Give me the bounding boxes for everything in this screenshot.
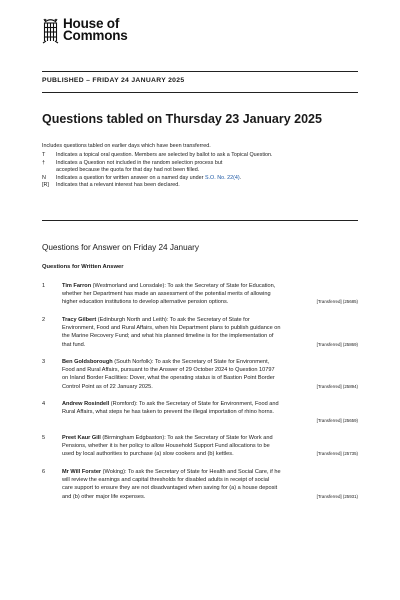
question-reference: [Transferred] (25931) bbox=[316, 493, 358, 499]
question-reference: [Transferred] (25894) bbox=[316, 383, 358, 389]
logo-line-1: House of bbox=[63, 16, 120, 31]
question-number: 2 bbox=[42, 316, 46, 323]
key-description-line: accepted because the quota for that day had not been filled. bbox=[56, 167, 200, 174]
key-description: Indicates that a relevant interest has been declared. bbox=[56, 182, 180, 189]
header-top-rule bbox=[42, 71, 358, 72]
question-line bbox=[62, 434, 358, 442]
question-member: Ben Goldsborough bbox=[62, 359, 113, 366]
question-line: care support to ensure they are not disadvantaged when saving for (a) a house deposit bbox=[62, 485, 278, 492]
question-line: Food and Rural Affairs, pursuant to the Answer of 29 October 2024 to Question 10797 bbox=[62, 367, 275, 374]
question-list bbox=[42, 282, 358, 510]
question-last-line bbox=[62, 493, 358, 501]
key-description bbox=[56, 160, 358, 175]
portcullis-icon bbox=[42, 18, 59, 44]
symbol-key bbox=[42, 152, 358, 190]
question-text: (South Norfolk): To ask the Secretary of State for Environment, bbox=[112, 359, 270, 366]
published-date: PUBLISHED – FRIDAY 24 JANUARY 2025 bbox=[42, 77, 185, 84]
question-number: 5 bbox=[42, 435, 46, 442]
question-number: 1 bbox=[42, 283, 46, 289]
question-item bbox=[42, 434, 358, 459]
question-line: that fund. bbox=[62, 341, 86, 348]
question-member: Tim Farron bbox=[62, 283, 92, 289]
question-item bbox=[42, 316, 358, 349]
question-line bbox=[62, 316, 358, 324]
question-line: the Marine Recovery Fund; and what his planned timeline is for the implementation of bbox=[62, 333, 274, 340]
question-line bbox=[62, 358, 358, 366]
question-line bbox=[62, 468, 358, 476]
question-line: Control Point as of 22 January 2025. bbox=[62, 383, 153, 390]
question-last-line bbox=[62, 417, 358, 425]
question-text: (Edinburgh North and Leith): To ask the Secretary of State for bbox=[96, 316, 250, 323]
question-item bbox=[42, 468, 358, 501]
intro-text: Includes questions tabled on earlier days which have been transferred. bbox=[42, 143, 211, 149]
logo-text bbox=[63, 18, 128, 42]
key-row-named-day bbox=[42, 175, 358, 183]
question-text: (Birmingham Edgbaston): To ask the Secretary of State for Work and bbox=[100, 435, 273, 442]
question-reference: [Transferred] (25735) bbox=[316, 451, 358, 457]
question-reference: [Transferred] (25685) bbox=[316, 299, 358, 305]
key-symbol: † bbox=[42, 159, 45, 166]
header-bottom-rule bbox=[42, 92, 358, 93]
key-description-end: . bbox=[239, 174, 242, 181]
question-body bbox=[62, 400, 358, 425]
question-member: Tracy Gilbert bbox=[62, 316, 97, 323]
question-last-line bbox=[62, 341, 358, 349]
question-body bbox=[62, 282, 358, 307]
key-symbol: N bbox=[42, 174, 46, 181]
question-member: Mr Will Forster bbox=[62, 468, 102, 475]
question-item bbox=[42, 282, 358, 307]
key-symbol: [R] bbox=[42, 182, 49, 189]
question-number: 4 bbox=[42, 401, 46, 408]
question-line: Rural Affairs, what steps he has taken to prevent the illegal importation of rhino horns. bbox=[62, 409, 274, 416]
key-description: Indicates a topical oral question. Members are selected by ballot to ask a Topical Question. bbox=[56, 152, 273, 158]
question-text: (Woking): To ask the Secretary of State for Health and Social Care, if he bbox=[101, 468, 281, 475]
question-member: Preet Kaur Gill bbox=[62, 435, 101, 442]
key-row-topical bbox=[42, 152, 358, 160]
question-last-line bbox=[62, 298, 358, 306]
question-line: higher education institutions to develop alternative pension options. bbox=[62, 299, 229, 306]
question-line: on Inland Border Facilities: Dover, what the operating status is of Bastion Point Border bbox=[62, 375, 275, 382]
question-text: (Romford): To ask the Secretary of State for Environment, Food and bbox=[109, 401, 279, 408]
question-line: Environment, Food and Rural Affairs, when his Department plans to publish guidance on bbox=[62, 325, 281, 332]
question-body bbox=[62, 468, 358, 501]
section-divider bbox=[42, 220, 358, 221]
question-last-line bbox=[62, 450, 358, 458]
standing-order-link[interactable]: S.O. No. 22(4) bbox=[204, 174, 240, 181]
key-description bbox=[56, 175, 358, 183]
sub-heading: Questions for Written Answer bbox=[42, 264, 124, 270]
question-line: and (b) other major life expenses. bbox=[62, 493, 146, 500]
logo-line-2: Commons bbox=[63, 28, 128, 43]
key-row-dagger bbox=[42, 160, 358, 175]
question-item bbox=[42, 358, 358, 391]
section-heading: Questions for Answer on Friday 24 January bbox=[42, 243, 200, 252]
question-body bbox=[62, 434, 358, 459]
question-last-line bbox=[62, 383, 358, 391]
key-row-relevant-interest bbox=[42, 182, 358, 190]
question-number: 6 bbox=[42, 468, 46, 475]
question-line: Pensions, whether it is her policy to allow Household Support Fund allocations to be bbox=[62, 443, 270, 450]
key-description-line: Indicates a Question not included in the random selection process but bbox=[56, 159, 223, 166]
question-line bbox=[62, 282, 358, 290]
question-reference: [Transferred] (25869) bbox=[316, 341, 358, 347]
question-line: whether her Department has made an assessment of the potential merits of allowing bbox=[62, 291, 271, 298]
question-reference: [Transferred] (25659) bbox=[316, 417, 358, 423]
question-item bbox=[42, 400, 358, 425]
question-line: used by local authorities to purchase (a) slow cookers and (b) kettles. bbox=[62, 451, 234, 458]
question-member: Andrew Rosindell bbox=[62, 401, 110, 408]
question-line: will review the earnings and capital thresholds for disabled adults in receipt of social bbox=[62, 477, 270, 484]
page-title: Questions tabled on Thursday 23 January 2025 bbox=[42, 112, 322, 126]
question-body bbox=[62, 358, 358, 391]
house-of-commons-logo[interactable] bbox=[42, 18, 128, 44]
question-number: 3 bbox=[42, 359, 46, 366]
key-symbol: T bbox=[42, 152, 46, 158]
question-line bbox=[62, 400, 358, 408]
question-text: (Westmorland and Lonsdale): To ask the Secretary of State for Education, bbox=[91, 283, 276, 289]
question-body bbox=[62, 316, 358, 349]
key-description-text: Indicates a question for written answer on a named day under bbox=[56, 174, 205, 181]
